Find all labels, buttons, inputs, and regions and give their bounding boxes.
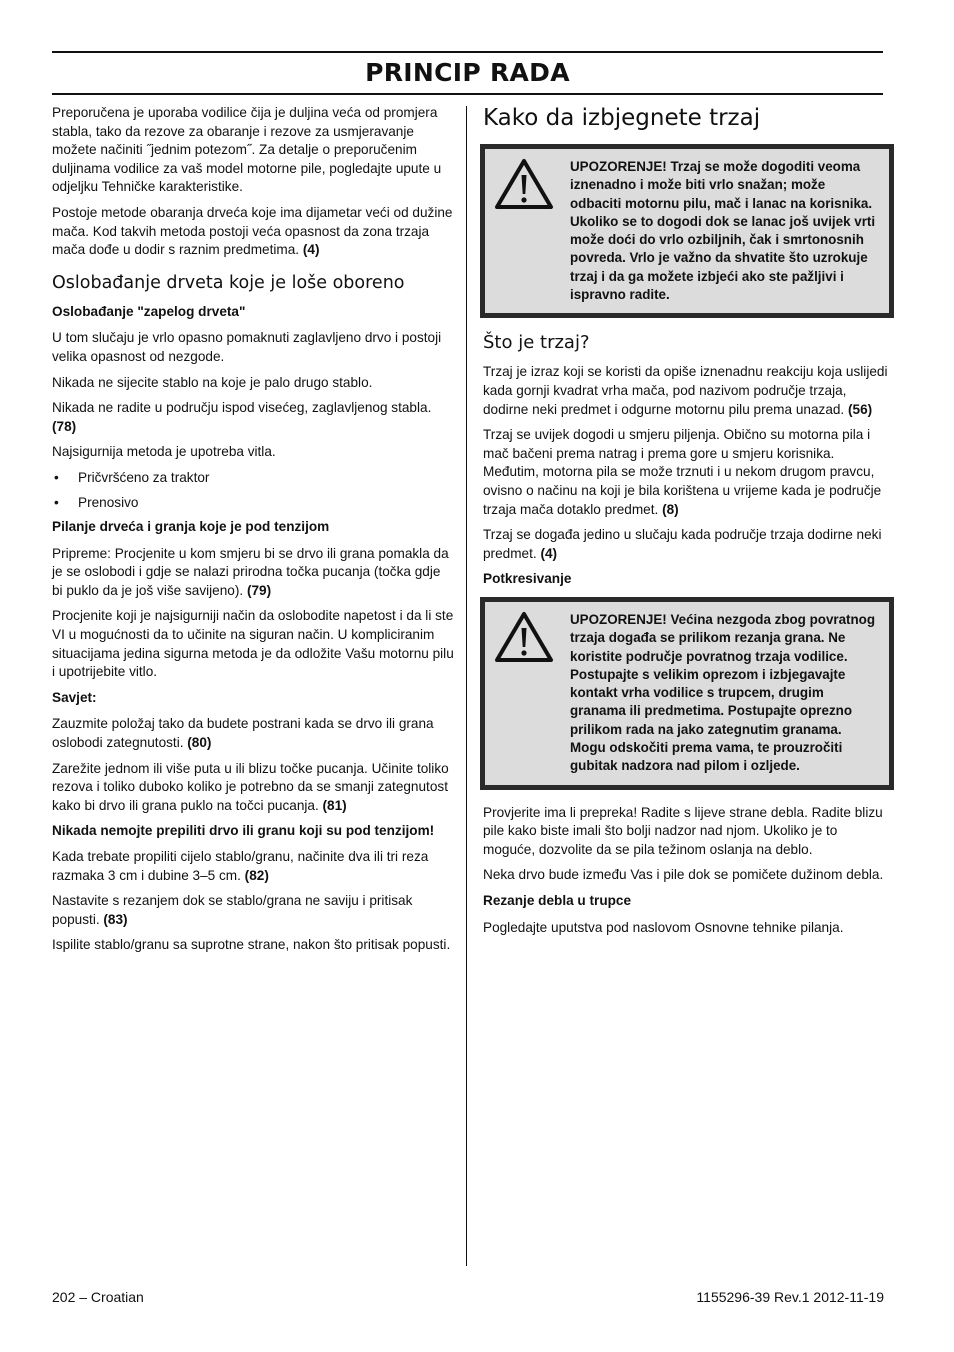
header-rule-bottom: [52, 93, 883, 95]
paragraph: Procjenite koji je najsigurniji način da oslobodite napetost i da li ste VI u mogućnosti da to učinite na siguran način. U kompliciranim situacijama jedina sigurna metoda je da odložite Vašu motornu pilu i upotrijebite vitlo.: [52, 608, 454, 680]
subheading-bucking: Rezanje debla u trupce: [483, 892, 632, 908]
warning-text: UPOZORENJE! Većina nezgoda zbog povratnog trzaja događa se prilikom rezanja grana. Ne koristite područje povratnog trzaja vodilice. Postupajte s velikim oprezom i izbjegavajte kontakt vrha vodilice s trupcem, drugim granama ili predmetima. Postupajte oprezno prilikom rada na jako zategnutim granama. Mogu odskočiti prema vama, te prouzročiti gubitak nadzora nad pilom i ozljede.: [570, 611, 876, 774]
paragraph: Provjerite ima li prepreka! Radite s lijeve strane debla. Radite blizu pile kako biste imali što bolji nadzor nad njom. Ukoliko je to moguće, dozvolite da se pila težinom oslanja na deblo.: [483, 804, 883, 857]
paragraph: U tom slučaju je vrlo opasno pomaknuti zaglavljeno drvo i postoji velika opasnost od nezgode.: [52, 330, 442, 364]
intro-paragraph-1: Preporučena je uporaba vodilice čija je duljina veća od promjera stabla, tako da rezove za obaranje i rezove za usmjeravanje možete načiniti ˝jednim potezom˝. Za detalje o preporučenim duljinama vodilice za vaš model motorne pile, pogledajte upute u odjeljku Tehničke karakteristike.: [52, 105, 442, 195]
header-rule-top: [52, 51, 883, 53]
warning-box: [480, 144, 894, 318]
paragraph: Najsigurnija metoda je upotreba vitla.: [52, 444, 276, 460]
paragraph: Nastavite s rezanjem dok se stablo/grana ne saviju i pritisak popusti. (83): [52, 893, 413, 927]
list-item: • Prenosivo: [54, 494, 139, 510]
winch-list: [52, 469, 454, 512]
right-column: [483, 104, 893, 944]
figure-ref: (4): [540, 545, 558, 561]
figure-ref: (78): [52, 418, 77, 434]
section-title-release-tree: Oslobađanje drveta koje je loše oboreno: [52, 272, 405, 293]
warning-triangle-icon: [493, 157, 555, 211]
figure-ref: (81): [322, 797, 347, 813]
figure-ref: (8): [662, 501, 679, 517]
subheading-limbing: Potkresivanje: [483, 571, 572, 587]
warning-box: [480, 597, 894, 790]
figure-ref: (79): [246, 582, 272, 598]
subheading-tip: Savjet:: [52, 689, 97, 705]
paragraph: Nikada ne radite u području ispod visećeg, zaglavljenog stabla. (78): [52, 400, 432, 434]
page-title: PRINCIP RADA: [365, 58, 570, 87]
paragraph: Zauzmite položaj tako da budete postrani kada se drvo ili grana oslobodi zategnutosti. (80): [52, 716, 434, 751]
column-divider: [466, 106, 467, 1266]
footer-page-number: 202 – Croatian: [52, 1289, 144, 1305]
paragraph: Pripreme: Procjenite u kom smjeru bi se drvo ili grana pomakla da je se oslobodi i gdje se nalazi prirodna točka pucanja (točka gdje bi puklo da je još više savijeno). (79): [52, 545, 449, 598]
warning-triangle-icon: [493, 610, 555, 664]
figure-ref: (82): [244, 867, 269, 883]
paragraph: Trzaj se uvijek dogodi u smjeru piljenja. Obično su motorna pila i mač bačeni prema natrag i prema gore u smjeru korisnika. Međutim, motorna pila se može trznuti i u nekom drugom pravcu, ovisno o načinu na koji je bila korištena u vrijeme kada je područje trzaja mača dotaklo predmet. (8): [483, 427, 882, 517]
paragraph: Pogledajte uputstva pod naslovom Osnovne tehnike pilanja.: [483, 919, 844, 935]
paragraph: Trzaj je izraz koji se koristi da opiše iznenadnu reakciju koja uslijedi kada gornji kvadrat vrha mača, pod nazivom područje trzaja, dodirne neki predmet i odgurne motornu pilu prema unazad. (56): [483, 364, 888, 417]
subheading-tension-cutting: Pilanje drveća i granja koje je pod tenzijom: [52, 519, 330, 535]
figure-ref: (83): [103, 911, 128, 927]
paragraph: Neka drvo bude između Vas i pile dok se pomičete dužinom debla.: [483, 867, 884, 883]
footer-doc-revision: 1155296-39 Rev.1 2012-11-19: [696, 1289, 884, 1305]
list-item: • Pričvršćeno za traktor: [54, 469, 210, 485]
section-title-what-is-kickback: Što je trzaj?: [483, 332, 590, 354]
figure-ref: (56): [848, 401, 873, 417]
paragraph: Zarežite jednom ili više puta u ili blizu točke pucanja. Učinite toliko rezova i toliko duboko koliko je potrebno da se smanji zategnutost kako bi drvo ili grana puklo na točci pucanja. (81): [52, 760, 449, 813]
warning-text: UPOZORENJE! Trzaj se može dogoditi veoma iznenadno i može biti vrlo snažan; može odbaciti motornu pilu, mač i lanac na korisnika. Ukoliko se to dogodi dok se lanac još uvijek vrti može doći do vrlo ozbiljnih, čak i smrtonosnih povreda. Vrlo je važno da shvatite što uzrokuje trzaj i da ga možete izbjeći ako ste pažljivi i ispravno radite.: [570, 159, 876, 303]
left-column: [52, 104, 454, 962]
subheading-stuck-tree: Oslobađanje "zapelog drveta": [52, 303, 246, 319]
paragraph: Trzaj se događa jedino u slučaju kada područje trzaja dodirne neki predmet. (4): [483, 527, 882, 561]
paragraph-bold-warning: Nikada nemojte prepiliti drvo ili granu koji su pod tenzijom!: [52, 823, 435, 839]
paragraph: Kada trebate propiliti cijelo stablo/granu, načinite dva ili tri reza razmaka 3 cm i dubine 3–5 cm. (82): [52, 849, 429, 883]
figure-ref: (4): [302, 242, 320, 258]
intro-paragraph-2: Postoje metode obaranja drveća koje ima dijametar veći od dužine mača. Kod takvih metoda postoji veća opasnost da zona trzaja mača dođe u dodir s raznim predmetima. (4): [52, 204, 453, 258]
paragraph: Ispilite stablo/granu sa suprotne strane, nakon što pritisak popusti.: [52, 937, 451, 953]
figure-ref: (80): [187, 735, 212, 751]
section-title-kickback: Kako da izbjegnete trzaj: [483, 105, 761, 131]
paragraph: Nikada ne sijecite stablo na koje je palo drugo stablo.: [52, 374, 373, 390]
